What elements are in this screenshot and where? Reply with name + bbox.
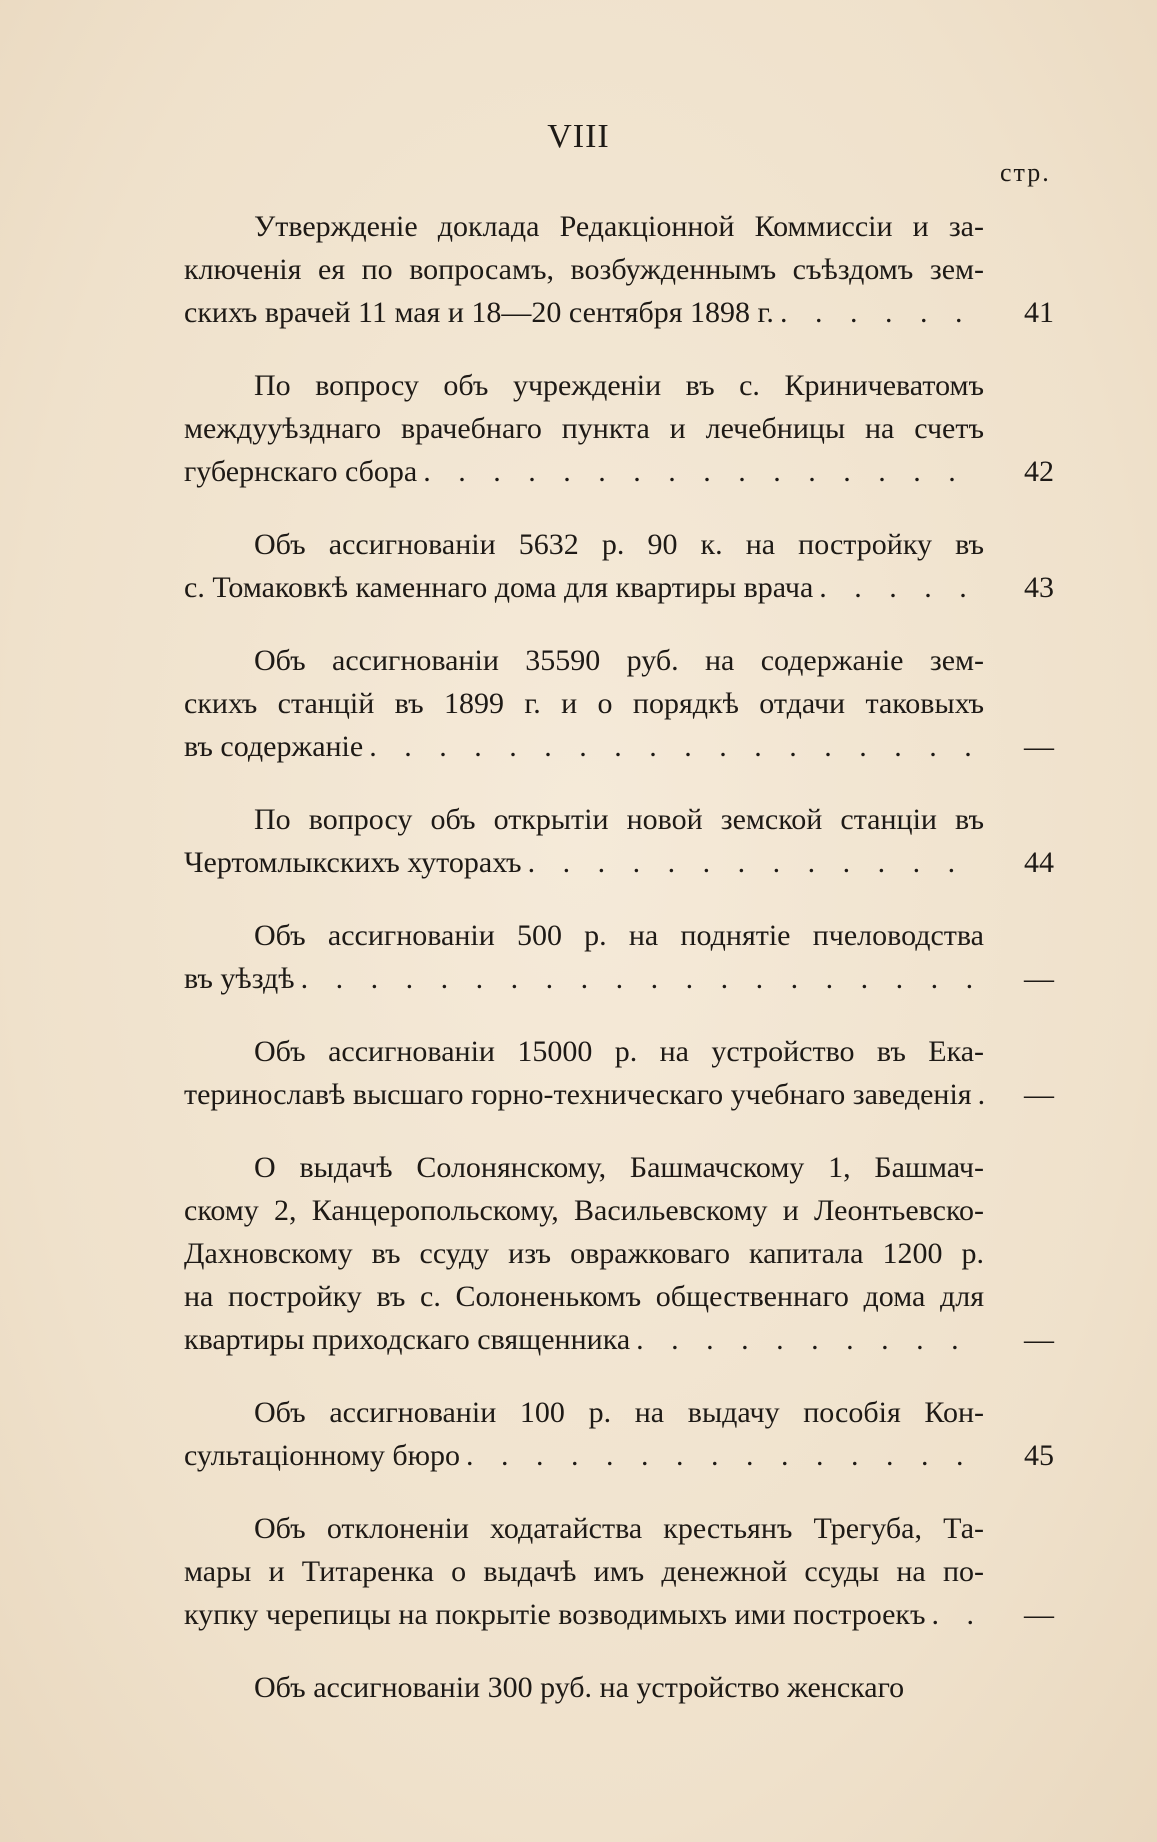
toc-entry-text: въ уѣздѣ	[184, 962, 295, 995]
toc-entry-text: Утвержденіе доклада Редакціонной Коммиссіи и за-	[254, 210, 984, 243]
dot-leader	[774, 291, 984, 334]
toc-page-ref: —	[1024, 1598, 1054, 1631]
toc-entry-line	[184, 1434, 1054, 1477]
toc-page-ref: —	[1024, 730, 1054, 763]
toc-entry-line	[184, 1232, 1054, 1275]
dot-leader	[630, 1318, 984, 1361]
toc-entry-text: Объ ассигнованіи 500 р. на поднятіе пчеловодства	[254, 919, 984, 952]
toc-entry-line	[184, 957, 1054, 1000]
dot-leader	[460, 1434, 984, 1477]
toc-entry	[184, 1507, 1054, 1636]
toc-entry	[184, 1391, 1054, 1477]
toc-entry-text: на постройку въ с. Солоненькомъ общественнаго дома для	[184, 1280, 984, 1313]
toc-entry	[184, 1666, 1054, 1709]
toc-entry-text: О выдачѣ Солонянскому, Башмачскому 1, Башмач-	[254, 1151, 984, 1184]
toc-entry-last-line	[184, 725, 984, 768]
toc-entry	[184, 1146, 1054, 1361]
toc-entry-text: теринославѣ высшаго горно-техническаго учебнаго заведенія	[184, 1078, 972, 1111]
toc-entry-text: Объ ассигнованіи 300 руб. на устройство женскаго	[254, 1671, 905, 1704]
toc-page-ref: 41	[1024, 296, 1054, 329]
toc-entry-line	[184, 1593, 1054, 1636]
toc-entry	[184, 639, 1054, 768]
dot-leader	[813, 566, 984, 609]
toc-entry-text: с. Томаковкѣ каменнаго дома для квартиры врача	[184, 571, 814, 604]
table-of-contents	[184, 205, 1054, 1739]
toc-entry-line	[184, 1189, 1054, 1232]
toc-entry-text: въ содержаніе	[184, 730, 364, 763]
toc-page-ref: —	[1024, 1323, 1054, 1356]
toc-entry-text: Объ ассигнованіи 100 р. на выдачу пособія Кон-	[254, 1396, 984, 1429]
toc-entry-line	[184, 914, 1054, 957]
toc-entry-last-line	[184, 1434, 984, 1477]
toc-entry	[184, 914, 1054, 1000]
toc-entry-text: междууѣзднаго врачебнаго пункта и лечебницы на счетъ	[184, 412, 984, 445]
toc-entry-line	[184, 1507, 1054, 1550]
toc-entry-text: сультаціонному бюро	[184, 1439, 460, 1472]
toc-entry-text: Объ ассигнованіи 35590 руб. на содержаніе зем-	[254, 644, 984, 677]
toc-entry-line	[184, 1275, 1054, 1318]
toc-entry-text: скихъ врачей 11 мая и 18—20 сентября 1898 г.	[184, 296, 774, 329]
toc-entry-last-line	[184, 1593, 984, 1636]
toc-entry-line	[184, 1318, 1054, 1361]
toc-page-ref: 45	[1024, 1439, 1054, 1472]
toc-entry-line	[184, 523, 1054, 566]
toc-entry-line	[184, 682, 1054, 725]
toc-entry-text: мары и Титаренка о выдачѣ имъ денежной ссуды на по-	[184, 1555, 984, 1588]
toc-entry-line	[184, 639, 1054, 682]
toc-entry-text: Объ ассигнованіи 15000 р. на устройство въ Ека-	[254, 1035, 984, 1068]
toc-entry-line	[184, 450, 1054, 493]
page-column-header: стр.	[1000, 158, 1051, 187]
toc-entry-line	[184, 798, 1054, 841]
toc-entry-last-line	[184, 957, 984, 1000]
toc-entry-text: ключенія ея по вопросамъ, возбужденнымъ съѣздомъ зем-	[184, 253, 984, 286]
toc-entry-text: квартиры приходскаго священника	[184, 1323, 631, 1356]
toc-entry	[184, 364, 1054, 493]
toc-entry-text: скихъ станцій въ 1899 г. и о порядкѣ отдачи таковыхъ	[184, 687, 984, 720]
dot-leader	[295, 957, 984, 1000]
toc-entry-last-line	[184, 841, 984, 884]
toc-entry-line	[184, 248, 1054, 291]
toc-entry-line	[184, 1146, 1054, 1189]
toc-entry-last-line	[184, 291, 984, 334]
toc-page-ref: 43	[1024, 571, 1054, 604]
toc-entry-line	[184, 1666, 1054, 1709]
toc-entry	[184, 205, 1054, 334]
page-number: VIII	[547, 118, 610, 155]
dot-leader	[522, 841, 984, 884]
toc-entry-line	[184, 1030, 1054, 1073]
toc-entry-line	[184, 725, 1054, 768]
toc-entry-line	[184, 1073, 1054, 1116]
toc-entry-line	[184, 364, 1054, 407]
toc-page-ref: —	[1024, 962, 1054, 995]
dot-leader	[363, 725, 984, 768]
toc-entry	[184, 1030, 1054, 1116]
dot-leader	[417, 450, 984, 493]
dot-leader	[926, 1593, 984, 1636]
toc-entry-last-line	[184, 1318, 984, 1361]
toc-entry-text: Дахновскому въ ссуду изъ овражковаго капитала 1200 р.	[184, 1237, 984, 1270]
toc-entry-text: Объ отклоненіи ходатайства крестьянъ Трегуба, Та-	[254, 1512, 984, 1545]
toc-entry-last-line	[184, 450, 984, 493]
toc-page-ref: 42	[1024, 455, 1054, 488]
toc-entry-text: Чертомлыкскихъ хуторахъ	[184, 846, 522, 879]
dot-leader	[972, 1073, 984, 1116]
toc-entry-line	[184, 566, 1054, 609]
toc-entry-line	[184, 1550, 1054, 1593]
toc-page-ref: —	[1024, 1078, 1054, 1111]
toc-entry-line	[184, 205, 1054, 248]
toc-entry-line	[184, 841, 1054, 884]
toc-entry-text: скому 2, Канцеропольскому, Васильевскому и Леонтьевско-	[184, 1194, 984, 1227]
toc-entry-line	[184, 407, 1054, 450]
toc-entry-text: По вопросу объ учрежденіи въ с. Криничеватомъ	[254, 369, 984, 402]
toc-entry-text: По вопросу объ открытіи новой земской станціи въ	[254, 803, 984, 836]
toc-page-ref: 44	[1024, 846, 1054, 879]
toc-entry-last-line	[184, 1073, 984, 1116]
toc-entry-last-line	[184, 566, 984, 609]
toc-entry-line	[184, 291, 1054, 334]
toc-entry-text: купку черепицы на покрытіе возводимыхъ ими построекъ	[184, 1598, 926, 1631]
toc-entry	[184, 798, 1054, 884]
toc-entry	[184, 523, 1054, 609]
toc-entry-text: губернскаго сбора	[184, 455, 418, 488]
toc-entry-line	[184, 1391, 1054, 1434]
toc-entry-text: Объ ассигнованіи 5632 р. 90 к. на постройку въ	[254, 528, 984, 561]
